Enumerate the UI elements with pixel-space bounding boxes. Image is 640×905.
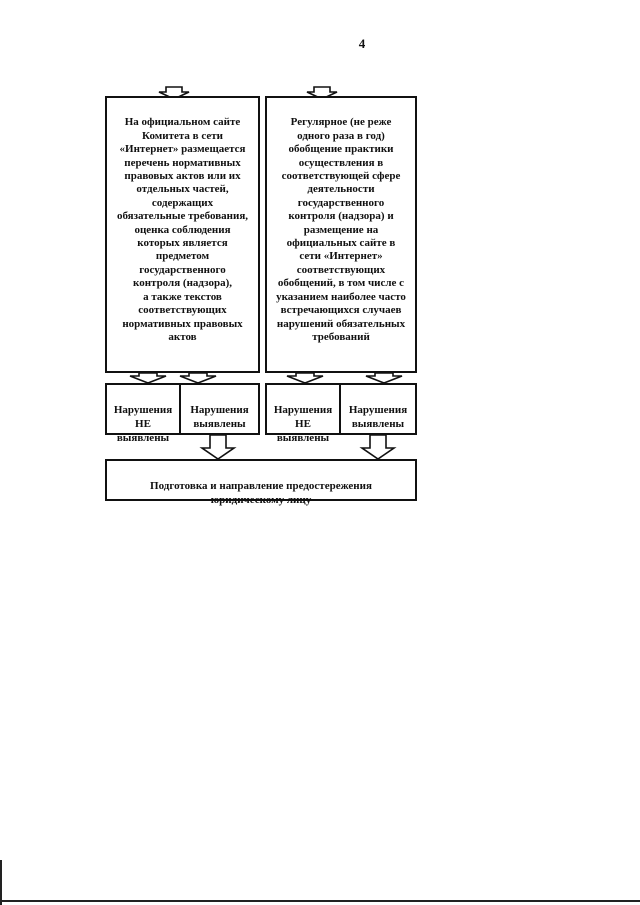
left-violations-found-box bbox=[179, 383, 260, 435]
warning-preparation-text: Подготовка и направление предостережения юридическому лицу bbox=[150, 480, 372, 506]
right-violations-not-found-box bbox=[265, 383, 341, 444]
right-violations-not-found-text: Нарушения НЕ выявлены bbox=[273, 404, 333, 444]
left-main-box bbox=[105, 96, 260, 373]
right-main-box bbox=[265, 96, 417, 373]
left-found-to-bottom-arrow bbox=[200, 434, 236, 460]
right-found-to-bottom-arrow bbox=[360, 434, 396, 460]
left-violations-not-found-text: Нарушения НЕ выявлены bbox=[113, 404, 173, 444]
right-main-box-text: Регулярное (не реже одного раза в год) обобщение практики осуществления в соответствующей сфере деятельности государственного контроля (надзора) и размещение на официальных сайте в сети «Интернет» соответствующих обобщений, в том числе с указанием наиболее часто встречающихся случаев нарушений обязательных требований bbox=[276, 116, 406, 343]
right-violations-found-box bbox=[339, 383, 417, 435]
right-violations-found-text: Нарушения выявлены bbox=[348, 404, 408, 430]
page-number: 4 bbox=[358, 36, 366, 51]
scan-edge-bottom-line bbox=[0, 900, 640, 902]
left-violations-found-text: Нарушения выявлены bbox=[190, 404, 249, 430]
left-main-box-text: На официальном сайте Комитета в сети «Интернет» размещается перечень нормативных правовых актов или их отдельных частей, содержащих обязательные требования, оценка соблюдения которых является предметом государственного контроля (надзора), а также текстов соответствующих нормативных правовых актов bbox=[116, 116, 249, 343]
warning-preparation-box bbox=[105, 459, 417, 506]
scan-edge-left-line bbox=[0, 860, 2, 905]
left-violations-not-found-box bbox=[105, 383, 181, 444]
